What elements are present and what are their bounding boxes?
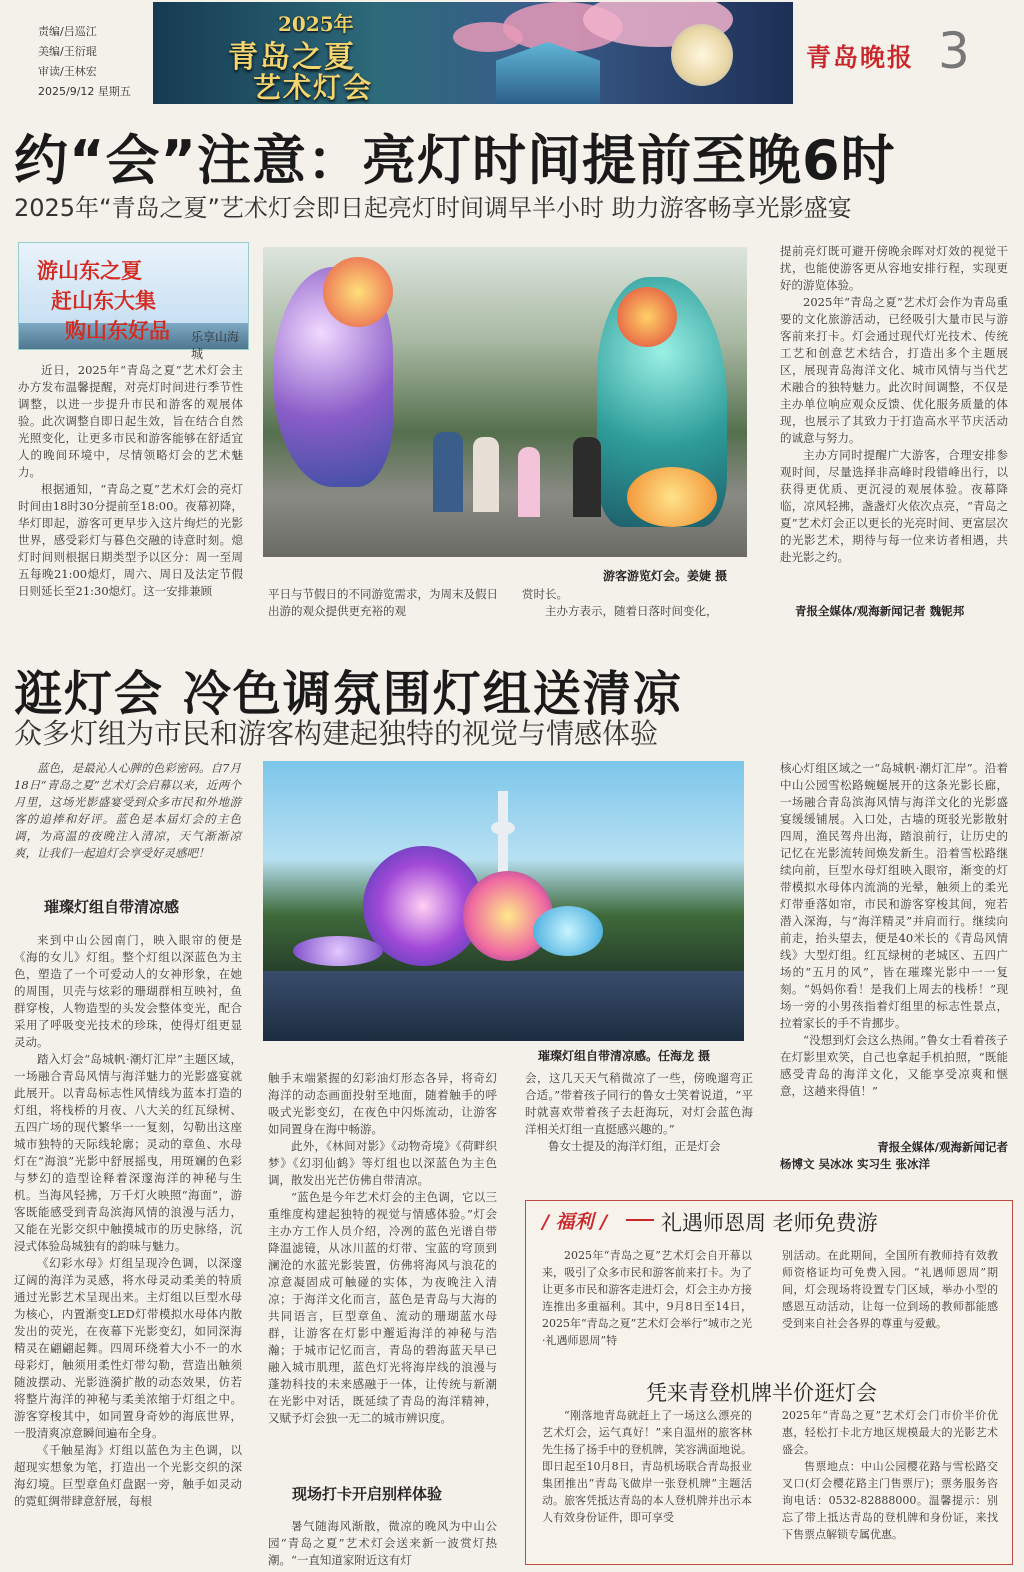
lantern-photo-2 [263,761,744,1041]
paragraph: 提前亮灯既可避开傍晚余晖对灯效的视觉干扰，也能使游客更从容地安排行程，实现更好的游览体验。 [780,244,1008,292]
article2-subhead1: 璀璨灯组自带清凉感 [44,898,180,916]
paragraph: 暑气随海风渐散，微凉的晚风为中山公园“青岛之夏”艺术灯会送来新一波赏灯热潮。“一直知道家附近这有灯 [268,1519,497,1567]
article2-subheadline: 众多灯组为市民和游客构建起独特的视觉与情感体验 [14,717,659,750]
article1-column3 [522,586,752,620]
promo-line3: 购山东好品 [65,318,170,343]
page-number: 3 [938,22,970,80]
byline-line1: 青报全媒体/观海新闻记者 [877,1140,1008,1154]
paragraph: 《千触星海》灯组以蓝色为主色调，以超现实想象为笔，打造出一个光影交织的深海幻境。巨型章鱼灯盘踞一旁，触手如灵动的霓虹绸带肆意舒展，每根 [14,1443,242,1508]
paragraph: 踏入灯会“岛城帆·潮灯汇岸”主题区域，一场融合青岛风情与海洋魅力的光影盛宴就此展开。以青岛标志性风情线为蓝本打造的灯组，将栈桥的月夜、八大关的红瓦绿树、五四广场的现代繁华一一复刻，勾勒出这座城市独特的天际线轮廓；灵动的章鱼、水母灯在“海浪”光影中舒展摇曳，用斑斓的色彩与梦幻的造型诠释着深邃海洋的神秘与生机。当海风轻拂，万千灯火映照“海面”，游客既能感受到青岛滨海风情的浪漫与活力，又能在光影交织中触摸城市的历史脉络，沉浸式体验岛城独有的韵味与魅力。 [14,1052,242,1253]
credit-designer: 美编/王衍琨 [38,45,97,58]
banner-title: 青岛之夏 [228,40,356,75]
byline-line2: 杨博文 吴冰冰 实习生 张冰洋 [780,1157,931,1171]
paragraph: 会，这几天天气稍微凉了一些，傍晚遛弯正合适。”带着孩子同行的鲁女士笑着说道，“平时就喜欢带着孩子去赶海玩，对灯会蓝色海洋相关灯组一直挺感兴趣的。” [525,1071,753,1136]
issue-date: 2025/9/12 星期五 [38,85,131,98]
credit-reviewer: 审读/王林宏 [38,65,97,78]
paragraph: 《幻彩水母》灯组呈现冷色调，以深邃辽阔的海洋为灵感，将水母灵动柔美的特质通过光影艺术呈现出来。主灯组以巨型水母为核心，内置渐变LED灯带模拟水母体内散发出的荧光，在夜幕下光影变幻，如同深海精灵在翩翩起舞。四周环绕着大小不一的水母彩灯，触须用柔性灯带勾勒，营造出触须随波摆动、光影涟漪扩散的动态效果，仿若将整片海洋的神秘与柔美浓缩于灯组之中。游客穿梭其中，如同置身奇妙的海底世界，一股清爽凉意瞬间遍布全身。 [14,1256,242,1440]
promo-line1: 游山东之夏 [37,258,142,283]
article2-byline [780,1139,1008,1173]
paragraph: 核心灯组区域之一“岛城帆·潮灯汇岸”。沿着中山公园雪松路蜿蜒展开的这条光影长廊，一场融合青岛滨海风情与海洋文化的光影盛宴缓缓铺展。入口处，古墙的斑驳光影散射四周，渔民驾舟出海，踏浪前行，让历史的记忆在光影流转间焕发新生。沿着雪松路继续向前，巨型水母灯组映入眼帘，渐变的灯带模拟水母体内流淌的光晕，触须上的柔光灯带垂落如帘，市民和游客穿梭其间，宛若潜入深海，与“海洋精灵”并肩而行。继续向前走，抬头望去，便是40米长的《青岛风情线》大型灯组。红瓦绿树的老城区、五四广场的“五月的风”，皆在璀璨光影中一一复刻。“妈妈你看！是我们上周去的栈桥！”现场一旁的小男孩指着灯组里的标志性景点，拉着家长的手不肯挪步。 [780,761,1008,1030]
paragraph: 此外，《林间对影》《动物奇境》《荷畔织梦》《幻羽仙鹤》等灯组也以深蓝色为主色调，散发出光芒仿佛自带清凉。 [268,1139,497,1187]
article1-column2 [268,586,498,620]
welfare-text-left2 [542,1407,752,1526]
paragraph: 2025年“青岛之夏”艺术灯会门市价半价优惠，轻松打卡北方地区规模最大的光影艺术盛会。 [782,1409,998,1456]
article2-headline: 逛灯会 冷色调氛围灯组送清凉 [14,666,683,722]
welfare-box [525,1200,1013,1565]
banner-year: 2025年 [278,12,354,36]
photo1-caption: 游客游览灯会。姜婕 摄 [603,569,728,583]
welfare-tag: / 福利 / [542,1211,608,1233]
paragraph: “刚落地青岛就赶上了一场这么漂亮的艺术灯会，运气真好！”来自温州的旅客林先生扬了扬手中的登机牌，笑容满面地说。即日起至10月8日，青岛机场联合青岛报业集团推出“青岛飞做岸一张登机牌”主题活动。旅客凭抵达青岛的本人登机牌并出示本人有效身份证件，即可享受 [542,1409,752,1524]
paragraph: 根据通知，“青岛之夏”艺术灯会的亮灯时间由18时30分提前至18:00。夜幕初降，华灯即起，游客可更早步入这片绚烂的光影世界，感受彩灯与暮色交融的诗意时刻。熄灯时间则根据日期类型予以区分：周一至周五每晚21:00熄灯，周六、周日及法定节假日则延长至21:30熄灯。这一安排兼顾 [18,482,243,598]
editor-credits [38,22,131,102]
promo-tag: 乐享山海城 [191,330,240,361]
article1-column4 [780,243,1008,566]
promo-line2: 赶山东大集 [51,288,156,313]
lantern-photo-1 [263,247,747,557]
article2-column4 [780,760,1008,1100]
welfare-text-right2 [782,1407,998,1543]
paragraph: 来到中山公园南门，映入眼帘的便是《海的女儿》灯组。整个灯组以深蓝色为主色，塑造了一个可爱动人的女神形象，在她的周围，贝壳与炫彩的珊瑚群相互映衬，鱼群穿梭，人物造型的头发会整体变光，配合采用了呼吸变光技术的珍珠，使得灯组更显灵动。 [14,933,242,1049]
welfare-subtitle: 凭来青登机牌半价逛灯会 [646,1381,877,1405]
paragraph: 平日与节假日的不同游览需求，为周末及假日出游的观众提供更充裕的观 [268,587,498,618]
paragraph: 鲁女士提及的海洋灯组，正是灯会 [548,1139,721,1153]
banner-subtitle: 艺术灯会 [253,71,374,104]
article2-intro [14,760,241,862]
article1-column1 [18,362,243,600]
paragraph: 主办方同时提醒广大游客，合理安排参观时间，尽量选择非高峰时段错峰出行，以获得更优质、更沉浸的观展体验。夜幕降临，凉风轻拂，盏盏灯火依次点亮，“青岛之夏”艺术灯会正以更长的光亮时间、更富层次的光影艺术，期待与每一位来访者相遇，共赴光影之约。 [780,448,1008,564]
paragraph: 触手末端紧握的幻彩油灯形态各异，将奇幻海洋的动态画面投射至地面，随着触手的呼吸式光影变幻，在夜色中闪烁流动，让游客如同置身在海中畅游。 [268,1071,497,1136]
paragraph: 赏时长。 [522,587,568,601]
paragraph: 售票地点：中山公园樱花路与雪松路交叉口(灯会樱花路主门售票厅)；票务服务咨询电话：0532-82888000。温馨提示：别忘了带上抵达青岛的登机牌和身份证，来找下售票点解锁专属优惠。 [782,1460,998,1541]
article2-subhead2: 现场打卡开启别样体验 [292,1485,443,1503]
article1-byline: 青报全媒体/观海新闻记者 魏铌邦 [795,604,965,618]
welfare-title: 礼遇师恩周 老师免费游 [661,1211,878,1235]
article2-column2 [268,1070,497,1427]
article2-column2b [268,1518,497,1569]
article2-column1 [14,932,242,1510]
photo2-caption: 璀璨灯组自带清凉感。任海龙 摄 [538,1049,711,1063]
paragraph: “蓝色是今年艺术灯会的主色调，它以三重维度构建起独特的视觉与情感体验。”灯会主办方工作人员介绍，冷冽的蓝色光谱自带降温滤镜，从冰川蓝的灯带、宝蓝的穹顶到澜沧的水蓝光影装置，仿佛将海风与浪花的凉意凝固成可触碰的实体，为夜晚注入清凉；于海洋文化而言，蓝色是青岛与大海的共同语言，巨型章鱼、流动的珊瑚蓝水母群，让游客在灯影中邂逅海洋的神秘与浩瀚；于城市记忆而言，青岛的碧海蓝天早已融入城市肌理，蓝色灯光将海岸线的浪漫与蓬勃科技的未来感融于一体，让传统与新潮在光影中对话，既延续了青岛的海洋精神，又赋予灯会独一无二的城市辨识度。 [268,1190,497,1425]
article1-subheadline: 2025年“青岛之夏”艺术灯会即日起亮灯时间调早半小时 助力游客畅享光影盛宴 [14,194,852,222]
paragraph: 2025年“青岛之夏”艺术灯会作为青岛重要的文化旅游活动，已经吸引大量市民与游客前来打卡。灯会通过现代灯光技术、传统工艺和创意艺术结合，打造出多个主题展区，展现青岛海洋文化、城市风情与当代艺术融合的独特魅力。此次时间调整，不仅是主办单位响应观众反馈、优化服务质量的体现，也展示了其致力于打造高水平节庆活动的诚意与努力。 [780,295,1008,445]
welfare-text-left [542,1247,752,1349]
paragraph: 别活动。在此期间，全国所有教师持有效教师资格证均可免费入园。“礼遇师恩周”期间，灯会现场将设置专门区域，举办小型的感恩互动活动，让每一位到场的教师都能感受到来自社会各界的尊重与爱戴。 [782,1249,998,1330]
festival-banner [153,2,793,104]
paragraph: 近日，2025年“青岛之夏”艺术灯会主办方发布温馨提醒，对亮灯时间进行季节性调整，以进一步提升市民和游客的观展体验。此次调整自即日起生效，旨在结合自然光照变化，让更多市民和游客能够在舒适宜人的晚间环境中，尽情领略灯会的艺术魅力。 [18,363,243,479]
welfare-text-right [782,1247,998,1332]
paragraph: 主办方表示，随着日落时间变化， [545,604,718,618]
promo-box [18,242,249,361]
newspaper-name: 青岛晚报 [806,43,915,72]
article2-column3 [525,1070,753,1155]
paragraph: 2025年“青岛之夏”艺术灯会自开幕以来，吸引了众多市民和游客前来打卡。为了让更多市民和游客走进灯会，灯会主办方接连推出多重福利。其中，9月8日至14日，2025年“青岛之夏”艺术灯会举行“城市之光·礼遇师恩周”特 [542,1249,752,1347]
paragraph: 蓝色，是最沁人心脾的色彩密码。自7月18日“青岛之夏”艺术灯会启幕以来，近两个月里，这场光影盛宴受到众多市民和外地游客的追捧和好评。蓝色是本届灯会的主色调，为高温的夜晚注入清凉，天气渐渐凉爽，让我们一起追灯会享受好灵感吧！ [14,761,241,860]
credit-editor: 责编/吕巡江 [38,25,97,38]
article1-headline: 约“会”注意：亮灯时间提前至晚6时 [14,129,896,192]
paragraph: “没想到灯会这么热闹。”鲁女士看着孩子在灯影里欢笑，自己也拿起手机拍照，“既能感受青岛的海洋文化，又能享受凉爽和惬意，这趟来得值！” [780,1033,1008,1098]
